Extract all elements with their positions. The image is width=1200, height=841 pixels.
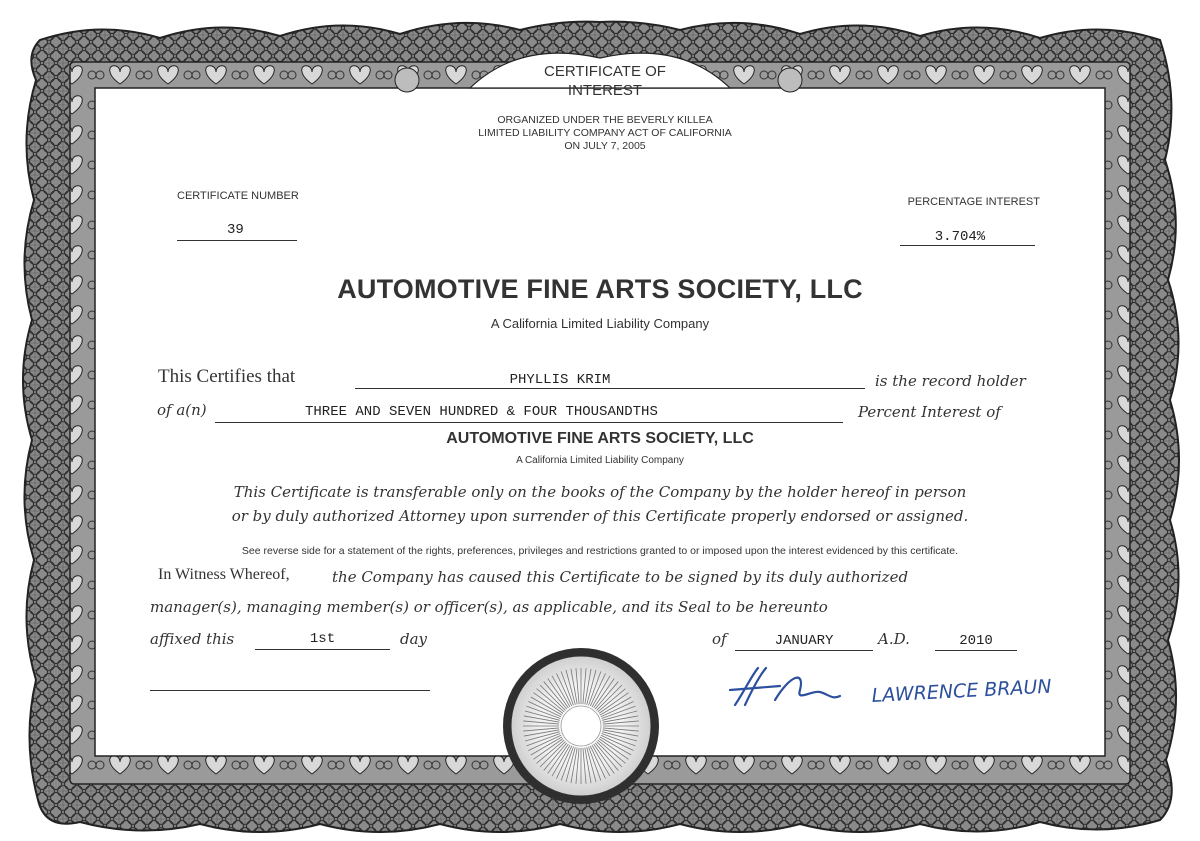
transfer-line2: or by duly authorized Attorney upon surrender of this Certificate properly endorsed or assigned. bbox=[231, 507, 969, 525]
transfer-clause bbox=[150, 480, 1050, 528]
witness-text-line2: manager(s), managing member(s) or officer(s), as applicable, and its Seal to be hereunto bbox=[150, 598, 828, 616]
certificate-number-label: CERTIFICATE NUMBER bbox=[177, 190, 299, 202]
affixed-this-label: affixed this bbox=[150, 630, 235, 648]
org-line1: ORGANIZED UNDER THE BEVERLY KILLEA bbox=[497, 114, 713, 126]
year-value: 2010 bbox=[959, 633, 993, 649]
certifies-that-label: This Certifies that bbox=[158, 366, 296, 387]
reverse-side-note: See reverse side for a statement of the rights, preferences, privileges and restrictions granted to or imposed upon the interest evidenced by this certificate. bbox=[241, 545, 959, 557]
record-holder-label: is the record holder bbox=[875, 372, 1026, 390]
day-label: day bbox=[400, 630, 428, 648]
certificate-title-line2: INTEREST bbox=[567, 82, 643, 99]
company-type: A California Limited Liability Company bbox=[490, 316, 710, 331]
certificate-title-line1: CERTIFICATE OF bbox=[544, 63, 666, 80]
ad-label: A.D. bbox=[878, 630, 910, 648]
month-value: JANUARY bbox=[774, 633, 834, 649]
of-label: of bbox=[712, 630, 727, 648]
org-line3: ON JULY 7, 2005 bbox=[564, 140, 646, 152]
certificate-title bbox=[430, 62, 780, 100]
percentage-interest-value: 3.704% bbox=[934, 229, 986, 245]
witness-lead: In Witness Whereof, bbox=[158, 566, 290, 583]
organization-statement bbox=[400, 114, 810, 153]
left-signature-line bbox=[150, 690, 430, 691]
of-a-label: of a(n) bbox=[157, 401, 207, 419]
company-name-secondary: AUTOMOTIVE FINE ARTS SOCIETY, LLC bbox=[446, 430, 754, 447]
percent-interest-of-label: Percent Interest of bbox=[858, 403, 1001, 421]
interest-in-words: THREE AND SEVEN HUNDRED & FOUR THOUSANDTHS bbox=[305, 404, 658, 420]
certificate-number: 39 bbox=[227, 222, 244, 238]
org-line2: LIMITED LIABILITY COMPANY ACT OF CALIFORNIA bbox=[478, 127, 732, 139]
company-name-heading: AUTOMOTIVE FINE ARTS SOCIETY, LLC bbox=[337, 274, 863, 304]
day-value: 1st bbox=[309, 631, 336, 647]
transfer-line1: This Certificate is transferable only on the books of the Company by the holder hereof in person bbox=[233, 483, 967, 501]
percentage-interest-label: PERCENTAGE INTEREST bbox=[907, 196, 1040, 208]
witness-text: the Company has caused this Certificate to be signed by its duly authorized bbox=[332, 568, 909, 586]
signature-name: LAWRENCE BRAUN bbox=[871, 675, 1053, 707]
company-seal bbox=[503, 648, 659, 804]
company-type-secondary: A California Limited Liability Company bbox=[516, 455, 684, 466]
holder-name: PHYLLIS KRIM bbox=[509, 372, 611, 388]
